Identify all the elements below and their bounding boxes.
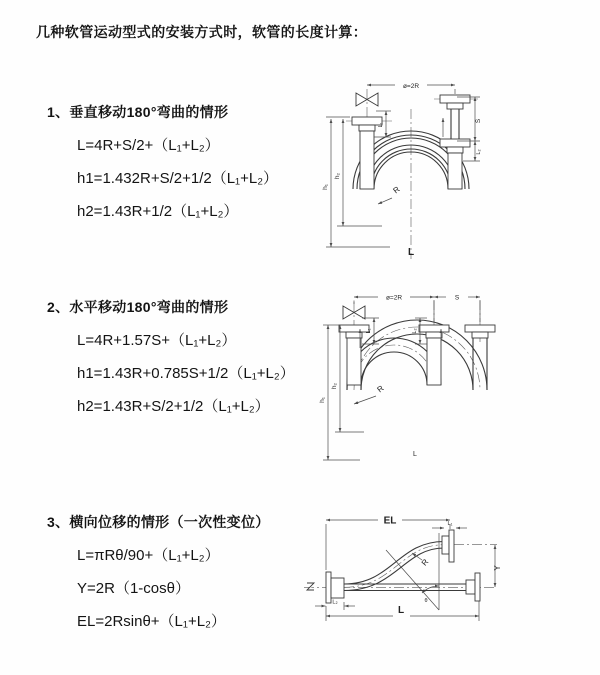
dim-label-l1: L₁ <box>447 521 453 527</box>
dim-label-span: ø=2R <box>402 83 420 90</box>
formula-el: EL=2Rsinθ+（L₁+L₂） <box>77 613 226 630</box>
dim-label-h1: h₁ <box>322 184 329 190</box>
braided-hose-right <box>448 153 462 189</box>
formula-l: L=4R+1.57S+（L₁+L₂） <box>77 332 237 349</box>
section-3-heading: 3、横向位移的情形（一次性变位） <box>47 514 270 530</box>
diagram-vertical-180-bend <box>310 71 592 263</box>
formula-h2: h2=1.43R+S/2+1/2（L₁+L₂） <box>77 398 270 415</box>
formula-y: Y=2R（1-cosθ） <box>77 580 190 597</box>
formula-h2: h2=1.43R+1/2（L₁+L₂） <box>77 203 239 220</box>
braided-hose-middle <box>427 338 441 385</box>
braided-hose-left <box>347 338 361 385</box>
formula-l: L=4R+S/2+（L₁+L₂） <box>77 137 220 154</box>
dim-label-h2: h₂ <box>331 382 338 390</box>
length-label: L <box>407 247 415 258</box>
dim-label-l2: L₂ <box>332 599 338 606</box>
dim-label-y: Y <box>493 565 502 571</box>
flange-left <box>339 325 369 332</box>
section-vertical-180 <box>47 102 278 221</box>
braided-hose-left <box>360 131 374 189</box>
radius-label: R <box>375 383 386 395</box>
radius-label: R <box>391 184 402 196</box>
flange-left <box>326 572 331 603</box>
dim-label-l1: L₁ <box>366 328 372 334</box>
flange-right-moved <box>465 325 495 332</box>
section-horizontal-180 <box>47 297 295 416</box>
dimension-lines <box>315 520 495 621</box>
construction-lines <box>386 533 439 610</box>
dim-label-h1: h₁ <box>319 397 326 403</box>
dim-label-s: S <box>475 118 482 124</box>
fittings <box>307 530 480 603</box>
section-2-heading: 2、水平移动180°弯曲的情形 <box>47 299 229 315</box>
length-label: L <box>397 605 405 616</box>
dim-label-l1: L₁ <box>378 122 384 128</box>
flange-right-orig <box>466 580 475 594</box>
length-label: L <box>413 451 417 458</box>
section-1-heading: 1、垂直移动180°弯曲的情形 <box>47 104 229 120</box>
dim-label-h2: h₂ <box>334 172 341 180</box>
flange-upper-moved <box>442 536 449 554</box>
dim-label-el: EL <box>383 515 397 527</box>
dim-label-l2: L₂ <box>476 149 482 155</box>
dim-label-s: S <box>454 294 460 302</box>
radius-label: R <box>419 557 431 568</box>
formula-l: L=πRθ/90+（L₁+L₂） <box>77 547 220 564</box>
dim-label-span: ø=2R <box>385 294 403 302</box>
page-title: 几种软管运动型式的安装方式时，软管的长度计算： <box>36 24 368 40</box>
angle-label: θ <box>424 598 428 604</box>
flange-right-orig <box>440 139 470 147</box>
section-lateral-displacement <box>47 512 270 631</box>
flange-right-moved <box>440 95 470 103</box>
dim-label-l2: L₂ <box>412 328 418 334</box>
formula-h1: h1=1.432R+S/2+1/2（L₁+L₂） <box>77 170 279 187</box>
flange-middle <box>419 325 449 332</box>
diagram-lateral-displacement <box>298 500 600 675</box>
formula-h1: h1=1.43R+0.785S+1/2（L₁+L₂） <box>77 365 295 382</box>
diagram-horizontal-180-bend <box>308 282 593 477</box>
pipe-break-mark <box>307 583 314 590</box>
